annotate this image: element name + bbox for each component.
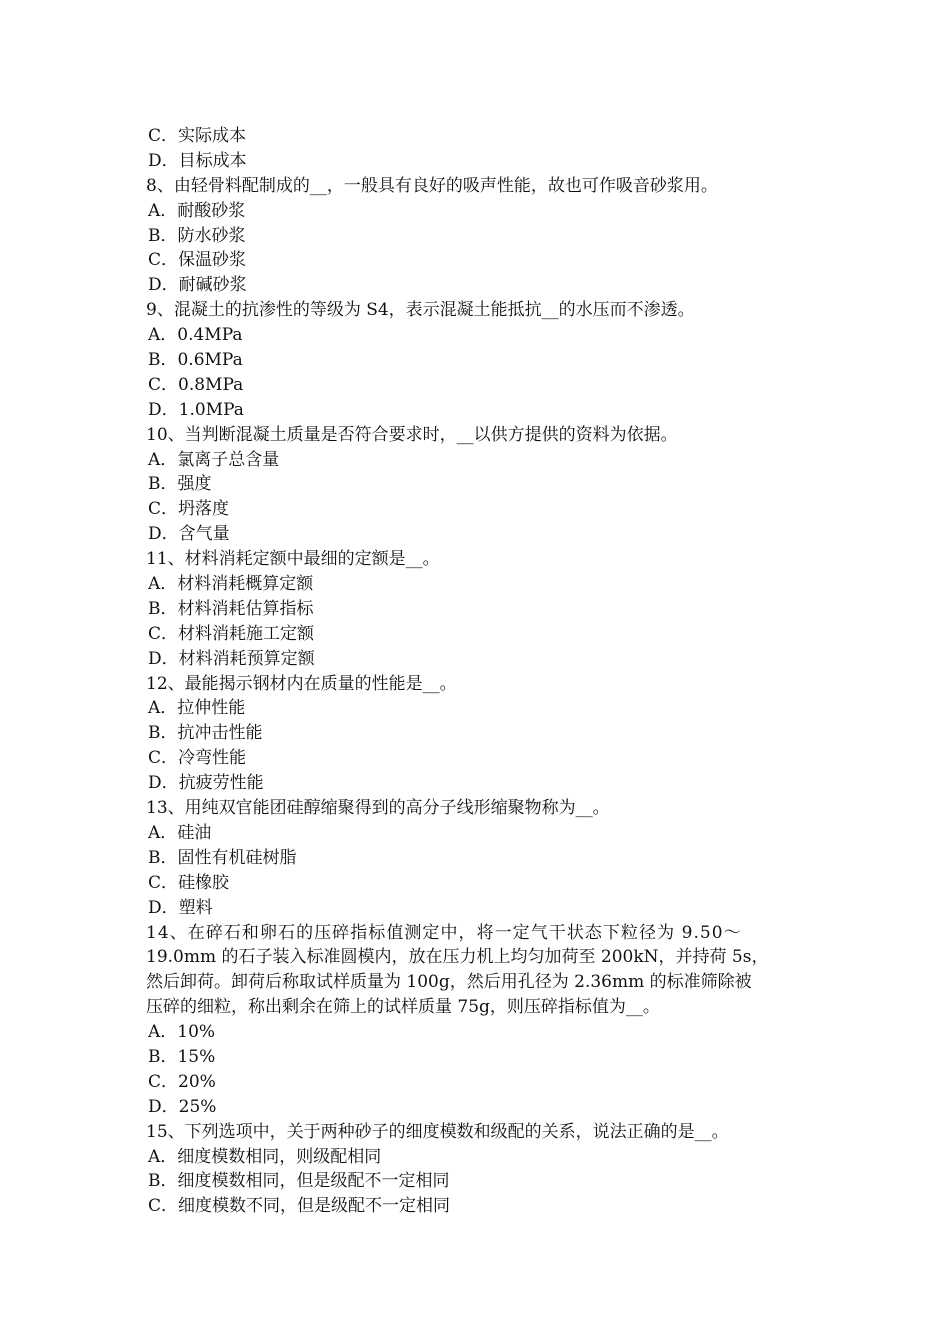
question-14-option-a: A．10% <box>148 1022 216 1043</box>
answer-option: C．硅橡胶 <box>148 872 230 893</box>
answer-option: C．保温砂浆 <box>148 250 247 271</box>
document-page <box>146 124 808 1219</box>
answer-option: C．材料消耗施工定额 <box>148 623 315 644</box>
question-15-option-c: C．细度模数不同，但是级配不一定相同 <box>148 1196 451 1217</box>
question-14 <box>146 921 808 1120</box>
question-15 <box>146 1120 808 1220</box>
question-flow <box>146 124 808 921</box>
answer-option: D．材料消耗预算定额 <box>148 648 315 669</box>
question-stem: 10、当判断混凝土质量是否符合要求时，__以供方提供的资料为依据。 <box>146 424 678 445</box>
answer-option: B．强度 <box>148 474 212 495</box>
question-15-option-b: B．细度模数相同，但是级配不一定相同 <box>148 1171 450 1192</box>
question-stem: 13、用纯双官能团硅醇缩聚得到的高分子线形缩聚物称为__。 <box>146 798 610 819</box>
answer-option: D．含气量 <box>148 524 230 545</box>
answer-option: B．抗冲击性能 <box>148 723 263 744</box>
answer-option: A．拉伸性能 <box>148 698 246 719</box>
answer-option: A．材料消耗概算定额 <box>148 574 314 595</box>
question-14-line-3: 然后卸荷。卸荷后称取试样质量为 100g，然后用孔径为 2.36mm 的标准筛除被 <box>146 972 752 993</box>
question-14-line-1: 14、在碎石和卵石的压碎指标值测定中，将一定气干状态下粒径为 9.50～ <box>146 922 742 943</box>
answer-option: A．耐酸砂浆 <box>148 200 246 221</box>
question-14-line-4: 压碎的细粒，称出剩余在筛上的试样质量 75g，则压碎指标值为__。 <box>146 997 660 1018</box>
answer-option: D．目标成本 <box>148 150 247 171</box>
answer-option: D．1.0MPa <box>148 399 244 420</box>
answer-option: C．坍落度 <box>148 499 230 520</box>
answer-option: B．固性有机硅树脂 <box>148 847 297 868</box>
question-14-option-d: D．25% <box>148 1096 217 1117</box>
question-stem: 11、材料消耗定额中最细的定额是__。 <box>146 549 440 570</box>
question-14-line-2: 19.0mm 的石子装入标准圆模内，放在压力机上均匀加荷至 200kN，并持荷 5s， <box>146 947 769 968</box>
question-15-stem: 15、下列选项中，关于两种砂子的细度模数和级配的关系，说法正确的是__。 <box>146 1121 729 1142</box>
question-14-option-b: B．15% <box>148 1046 216 1067</box>
question-stem: 12、最能揭示钢材内在质量的性能是__。 <box>146 673 457 694</box>
answer-option: D．耐碱砂浆 <box>148 275 247 296</box>
question-15-option-a: A．细度模数相同，则级配相同 <box>148 1146 382 1167</box>
question-14-option-c: C．20% <box>148 1071 216 1092</box>
answer-option: A．硅油 <box>148 822 212 843</box>
answer-option: D．抗疲劳性能 <box>148 773 264 794</box>
answer-option: A．0.4MPa <box>148 325 243 346</box>
answer-option: C．冷弯性能 <box>148 748 247 769</box>
answer-option: D．塑料 <box>148 897 213 918</box>
answer-option: C．0.8MPa <box>148 374 244 395</box>
question-stem: 9、混凝土的抗渗性的等级为 S4，表示混凝土能抵抗__的水压而不渗透。 <box>146 300 695 321</box>
answer-option: B．防水砂浆 <box>148 225 246 246</box>
answer-option: B．0.6MPa <box>148 350 243 371</box>
question-stem: 8、由轻骨料配制成的__，一般具有良好的吸声性能，故也可作吸音砂浆用。 <box>146 175 718 196</box>
answer-option: B．材料消耗估算指标 <box>148 598 314 619</box>
answer-option: A．氯离子总含量 <box>148 449 280 470</box>
answer-option: C．实际成本 <box>148 126 247 146</box>
